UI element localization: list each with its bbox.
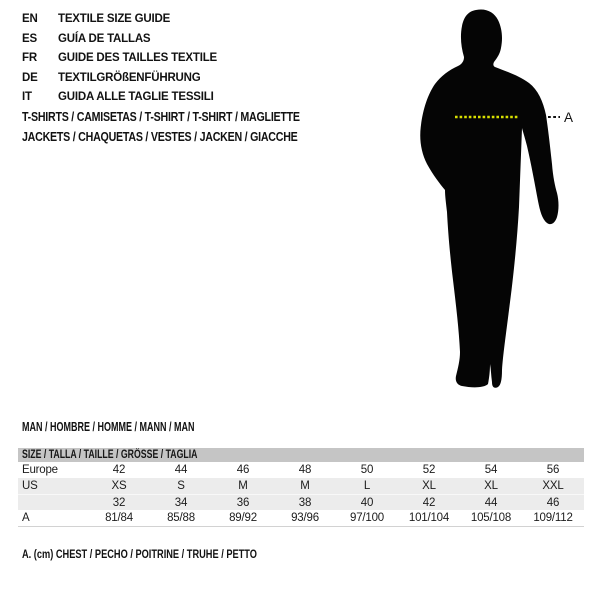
language-row-fr [22,49,217,69]
size-cell: 109/112 [533,512,573,524]
size-cell: 50 [360,464,374,476]
size-cell: 34 [174,497,188,509]
size-cell: 46 [546,497,560,509]
size-cell: 54 [484,464,498,476]
size-cell: XL [484,480,498,492]
man-silhouette-shape [420,9,558,387]
language-row-en [22,10,217,30]
size-cell: 32 [112,497,126,509]
row-label: US [22,480,38,492]
language-row-de [22,69,217,89]
language-title-list [22,10,217,108]
size-table-header-label: SIZE / TALLA / TAILLE / GRÖSSE / TAGLIA [22,449,198,461]
size-cell: 89/92 [229,512,257,524]
language-title: TEXTILGRÖßENFÜHRUNG [58,71,201,84]
size-cell: 46 [236,464,250,476]
size-cell: L [363,480,371,492]
language-title: GUIDA ALLE TAGLIE TESSILI [58,91,214,103]
table-row-chest-cm [18,510,584,527]
size-cell: 40 [360,497,374,509]
size-cell: S [177,480,185,492]
size-table [18,448,584,527]
table-row-us [18,478,584,494]
size-cell: 52 [422,464,436,476]
table-row-alt-sizes [18,494,584,510]
size-cell: 105/108 [470,512,512,524]
size-cell: 93/96 [291,512,319,524]
size-cell: 42 [422,497,436,509]
language-row-es [22,30,217,50]
size-cell: 81/84 [105,512,133,524]
size-cell: XS [111,480,127,492]
row-label: Europe [22,464,58,476]
size-cell: XXL [542,480,564,492]
language-row-it [22,88,217,108]
size-cell: 101/104 [408,512,450,524]
size-cell: XL [422,480,436,492]
table-row-europe [18,462,584,478]
size-cell: M [300,480,310,492]
row-label [18,495,88,510]
category-lines [22,107,300,146]
category-line-jackets: JACKETS / CHAQUETAS / VESTES / JACKEN / GIACCHE [22,128,298,144]
size-cell: 38 [298,497,312,509]
language-title: GUÍA DE TALLAS [58,32,151,45]
measurement-label-a: A [564,110,574,125]
size-cell: 42 [112,464,126,476]
language-code: IT [22,91,32,103]
language-title: GUIDE DES TAILLES TEXTILE [58,52,217,64]
size-cell: 85/88 [167,512,195,524]
language-title: TEXTILE SIZE GUIDE [58,13,171,25]
size-cell: M [238,480,248,492]
category-line-tshirts: T-SHIRTS / CAMISETAS / T-SHIRT / T-SHIRT / MAGLIETTE [22,109,300,124]
size-cell: 97/100 [350,512,384,524]
section-title-man: MAN / HOMBRE / HOMME / MANN / MAN [22,420,195,434]
man-silhouette [390,0,600,420]
size-cell: 36 [236,497,250,509]
size-cell: 44 [484,497,498,509]
size-cell: 48 [298,464,312,476]
size-cell: 56 [546,464,560,476]
language-code: ES [22,32,37,45]
language-code: FR [22,52,37,64]
language-code: DE [22,71,38,84]
language-code: EN [22,13,38,25]
measurement-footnote: A. (cm) CHEST / PECHO / POITRINE / TRUHE / PETTO [22,547,257,561]
size-cell: 44 [174,464,188,476]
size-table-header-bar [18,448,584,462]
row-label: A [22,512,30,524]
